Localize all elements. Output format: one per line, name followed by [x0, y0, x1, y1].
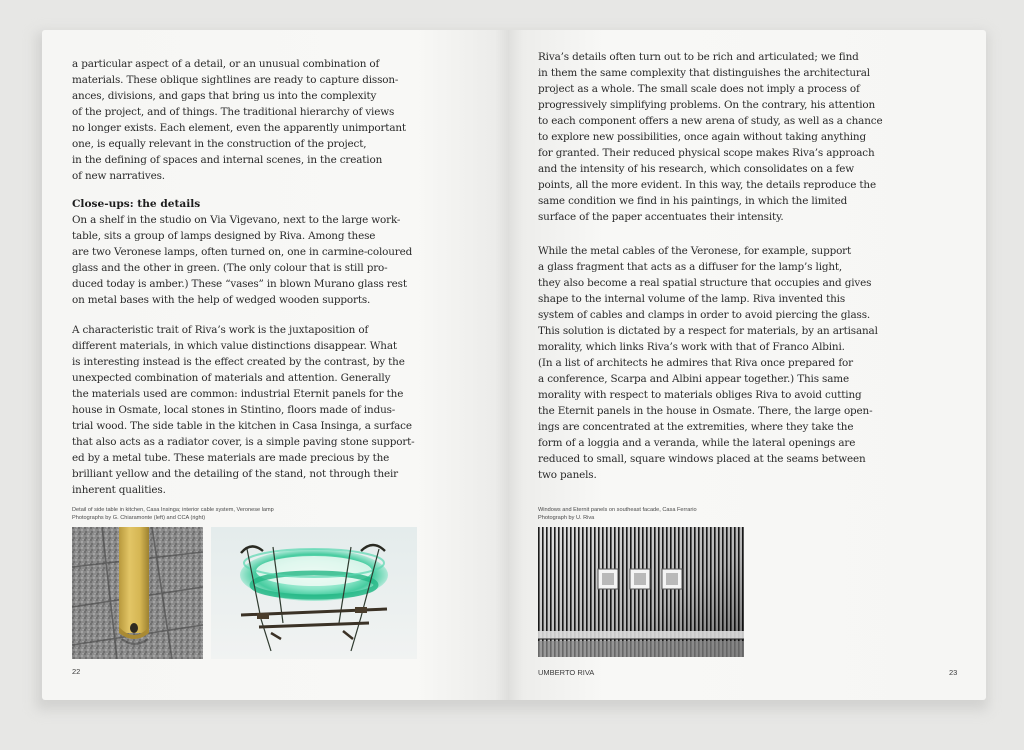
left-page-number: 22 [72, 667, 81, 676]
right-paragraph-2: While the metal cables of the Veronese, for example, support a glass fragment that acts as a diffuser for the lamp’s light, they also become a real spatial structure that occupies and gives shape to the internal volume of the lamp. Riva invented this system of cables and clamps in order to avoid piercing the glass. This solution is dictated by a respect for materials, by an artisanal morality, which links Riva’s work with that of Franco Albini. (In a list of architects he admires that Riva once prepared for a conference, Scarpa and Albini appear together.) This same morality with respect to materials obliges Riva to avoid cutting the Eternit panels in the house in Osmate. There, the large open- ings are concentrated at the extremities, where they take the form of a loggia and a veranda, while the lateral openings are reduced to small, square windows placed at the seams between two panels. [538, 245, 878, 481]
running-head: UMBERTO RIVA [538, 668, 595, 677]
left-paragraph-2: On a shelf in the studio on Via Vigevano, next to the large work- table, sits a group of lamps designed by Riva. Among these are two Veronese lamps, often turned on, one in carmine-coloured glass and the other in green. (The only colour that is still pro- duced today is amber.) These “vases” in blown Murano glass rest on metal bases with the help of wedged wooden supports. [72, 214, 413, 306]
veronese-lamp-photo [211, 527, 417, 659]
right-paragraph-1: Riva’s details often turn out to be rich and articulated; we find in them the same complexity that distinguishes the architectural project as a whole. The small scale does not imply a process of progressively simplifying problems. On the contrary, his attention to each component offers a new arena of study, as well as a chance to explore new possibilities, once again without taking anything for granted. Their reduced physical scope makes Riva’s approach and the intensity of his research, which consolidates on a few points, all the more evident. In this way, the details reproduce the same condition we find in his paintings, in which the limited surface of the paper accentuates their intensity. [538, 51, 883, 223]
right-page-number: 23 [949, 668, 958, 677]
eternit-facade-photo [538, 527, 744, 657]
left-paragraph-1: a particular aspect of a detail, or an unusual combination of materials. These oblique sightlines are ready to capture disson- ances, divisions, and gaps that bring us into the complexity of the project, and of things. The traditional hierarchy of views no longer exists. Each element, even the apparently unimportant one, is equally relevant in the construction of the project, in the defining of spaces and internal scenes, in the creation of new narratives. [72, 58, 406, 182]
left-caption: Detail of side table in kitchen, Casa Insinga; interior cable system, Veronese lamp Photographs by G. Chiaramonte (left) and CCA (right) [72, 507, 274, 521]
section-heading: Close-ups: the details [72, 198, 201, 210]
left-paragraph-3: A characteristic trait of Riva’s work is the juxtaposition of different materials, in which value distinctions disappear. What is interesting instead is the effect created by the contrast, by the unexpected combination of materials and attention. Generally the materials used are common: industrial Eternit panels for the house in Osmate, local stones in Stintino, floors made of indus- trial wood. The side table in the kitchen in Casa Insinga, a surface that also acts as a radiator cover, is a simple paving stone support- ed by a metal tube. These materials are made precious by the brilliant yellow and the detailing of the stand, not through their inherent qualities. [72, 324, 415, 496]
left-page [42, 30, 509, 700]
right-caption: Windows and Eternit panels on southeast facade, Casa Ferrario Photograph by U. Riva [538, 507, 697, 521]
side-table-photo [72, 527, 203, 659]
right-page [509, 30, 986, 700]
